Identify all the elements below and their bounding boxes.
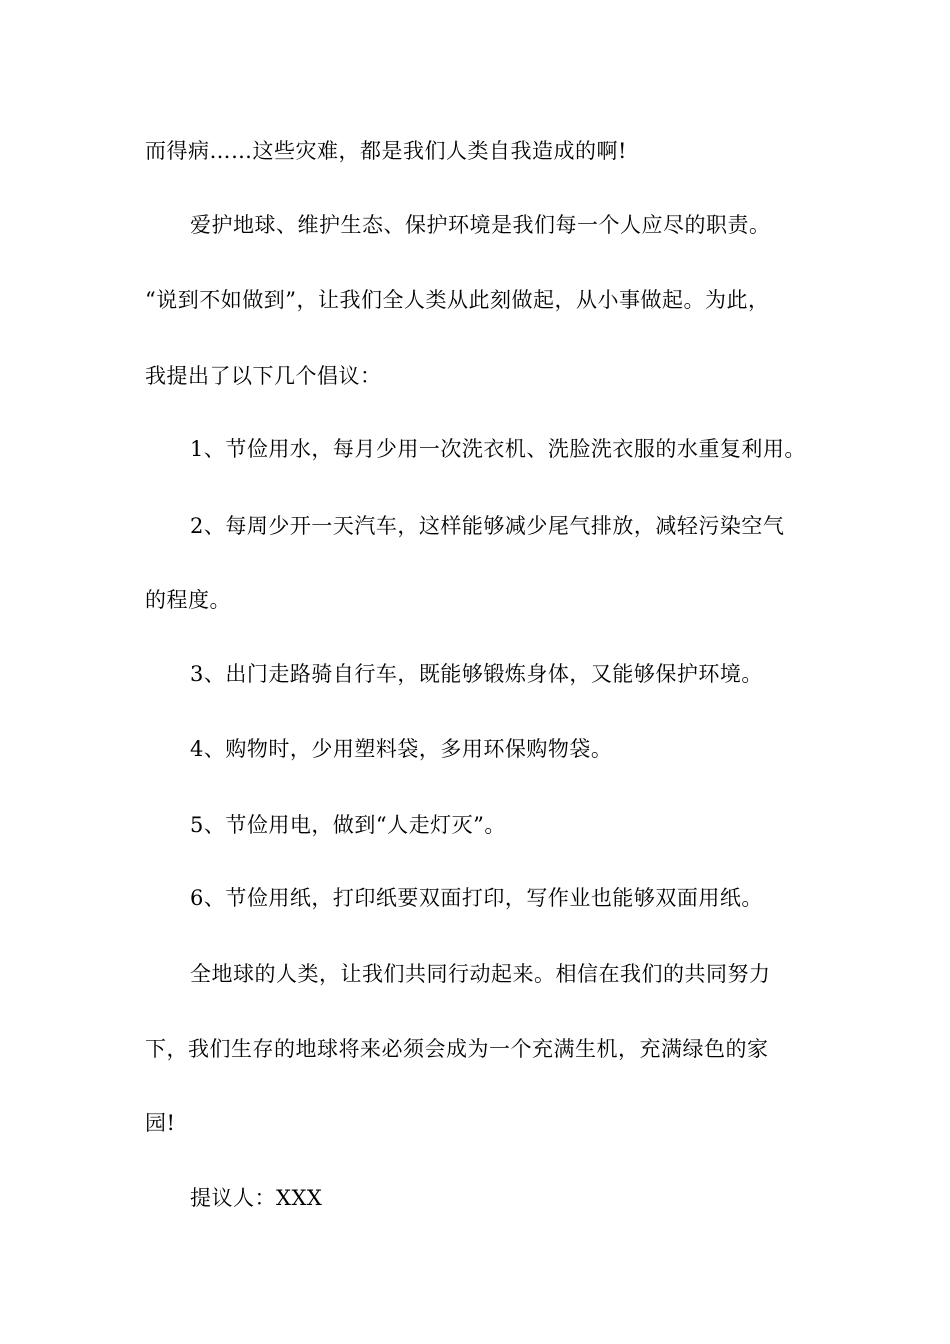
list-item: 4、购物时，少用塑料袋，多用环保购物袋。 (190, 737, 613, 761)
list-item: 6、节俭用纸，打印纸要双面打印，写作业也能够双面用纸。 (190, 886, 763, 910)
paragraph-line: 爱护地球、维护生态、保护环境是我们每一个人应尽的职责。 (190, 213, 771, 237)
paragraph-line: 下，我们生存的地球将来必须会成为一个充满生机，充满绿色的家 (145, 1037, 769, 1061)
paragraph-line: “说到不如做到”，让我们全人类从此刻做起，从小事做起。为此， (145, 288, 770, 312)
paragraph-line: 我提出了以下几个倡议： (145, 364, 382, 388)
list-item: 3、出门走路骑自行车，既能够锻炼身体，又能够保护环境。 (190, 662, 763, 686)
list-item: 5、节俭用电，做到“人走灯灭”。 (190, 813, 506, 837)
list-item: 2、每周少开一天汽车，这样能够减少尾气排放，减轻污染空气 (190, 514, 785, 538)
paragraph-line: 的程度。 (145, 588, 231, 612)
signature-line: 提议人：XXX (190, 1186, 323, 1210)
paragraph-line: 园! (145, 1111, 176, 1135)
list-item: 1、节俭用水，每月少用一次洗衣机、洗脸洗衣服的水重复利用。 (190, 437, 806, 461)
paragraph-line: 而得病……这些灾难，都是我们人类自我造成的啊! (145, 139, 627, 163)
paragraph-line: 全地球的人类，让我们共同行动起来。相信在我们的共同努力 (190, 962, 771, 986)
